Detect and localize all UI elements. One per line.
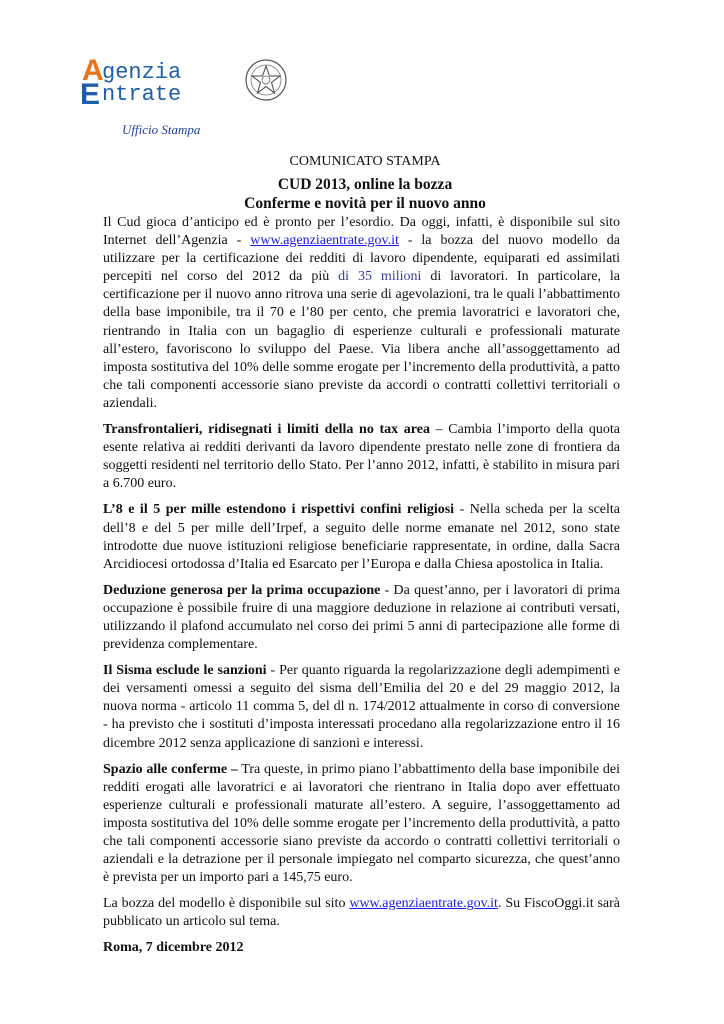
section-conferme xyxy=(103,761,620,888)
agenzia-entrate-logo xyxy=(78,56,288,116)
closing-paragraph xyxy=(103,895,620,931)
section-body: Tra queste, in primo piano l’abbattimento della base imponibile dei redditi erogati alle lavoratrici e ai lavoratori che rientrano in Italia dopo aver effettuato esperienze culturali e professionali maturate all’estero. A seguire, l’assoggettamento ad imposta sostitutiva del 10% delle somme erogate per l’incremento della produttività, a patto che tali componenti accessorie siano previste da accordo o contratti collettivi territoriali o aziendali e la detrazione per il personale impiegato nel comparto sicurezza, che quest’anno è prevista per un importo pari a 145,75 euro. xyxy=(103,761,620,886)
intro-paragraph xyxy=(103,214,620,413)
logo-line-agenzia: genzia xyxy=(102,60,182,85)
section-heading: Transfrontalieri, ridisegnati i limiti della no tax area xyxy=(103,422,430,438)
logo-line-entrate: ntrate xyxy=(102,82,182,107)
intro-text-2: - la bozza del nuovo modello da utilizzare per la certificazione dei redditi di lavoro dipendente, equiparati ed assimilati percepiti nel corso del 2012 da più xyxy=(103,233,620,285)
agency-website-link[interactable]: www.agenziaentrate.gov.it xyxy=(250,233,399,249)
section-sisma xyxy=(103,662,620,752)
section-heading: L’8 e il 5 per mille estendono i rispettivi confini religiosi xyxy=(103,502,455,518)
section-per-mille xyxy=(103,501,620,573)
section-transfrontalieri xyxy=(103,421,620,493)
intro-text-1: Il Cud gioca d’anticipo ed è pronto per l’esordio. Da oggi, infatti, è disponibile sul sito Internet dell’Agenzia - xyxy=(103,215,620,249)
press-release-label: COMUNICATO STAMPA xyxy=(289,154,441,169)
office-label: Ufficio Stampa xyxy=(122,122,201,137)
closing-text-2: . Su FiscoOggi.it sarà pubblicato un articolo sul tema. xyxy=(103,896,620,930)
section-heading: Spazio alle conferme – xyxy=(103,761,238,777)
intro-text-3: di lavoratori. In particolare, la certificazione per il nuovo anno ritrova una serie di agevolazioni, tra le quali l’abbattimento della base imponibile, tra il 70 e l’80 per cento, che premia lavoratrici e lavoratori che, rientrando in Italia con un bagaglio di esperienze culturali e professionali maturate all’estero, favoriscono lo sviluppo del Paese. Via libera anche all’assoggettamento ad imposta sostitutiva del 10% delle somme erogate per l’incremento della produttività, a patto che tali componenti accessorie siano previste da accordi o contratti collettivi territoriali o aziendali. xyxy=(103,269,620,411)
workers-count-highlight: di 35 milioni xyxy=(338,269,422,285)
section-body: - Per quanto riguarda la regolarizzazione degli adempimenti e dei versamenti omessi a seguito del sisma dell’Emilia del 20 e del 29 maggio 2012, la nuova norma - articolo 11 comma 5, del dl n. 174/2012 attualmente in corso di conversione - ha previsto che i sostituti d’imposta interessati procedano alla regolarizzazione entro il 16 dicembre 2012 senza applicazione di sanzioni e interessi. xyxy=(103,663,620,751)
logo-initial-a: A xyxy=(82,54,104,87)
closing-text-1: La bozza del modello è disponibile sul sito xyxy=(103,896,350,912)
section-body: - Nella scheda per la scelta dell’8 e del 5 per mille dell’Irpef, a seguito delle norme emanate nel 2012, sono state introdotte due nuove istituzioni religiose beneficiarie rappresentate, in ordine, dalla Sacra Arcidiocesi ortodossa d’Italia ed Esarcato per l’Europa e dalla Chiesa apostolica in Italia. xyxy=(103,502,620,572)
logo-initial-e: E xyxy=(80,78,101,111)
date-signature: Roma, 7 dicembre 2012 xyxy=(103,940,244,956)
page-subtitle: Conferme e novità per il nuovo anno xyxy=(244,195,486,212)
section-body: - Da quest’anno, per i lavoratori di prima occupazione è possibile fruire di una maggiore deduzione in relazione ai contributi versati, utilizzando il plafond accumulato nel corso dei primi 5 anni di partecipazione alle forme di previdenza complementare. xyxy=(103,582,620,653)
section-heading: Deduzione generosa per la prima occupazione xyxy=(103,582,381,598)
italian-republic-emblem-icon xyxy=(244,58,288,102)
section-body: – Cambia l’importo della quota esente relativa ai redditi derivanti da lavoro dipendente prestato nelle zone di frontiera da soggetti residenti nel territorio dello Stato. Per l’anno 2012, infatti, è stabilito in misura pari a 6.700 euro. xyxy=(103,422,620,492)
section-prima-occupazione xyxy=(103,582,620,654)
section-heading: Il Sisma esclude le sanzioni xyxy=(103,663,267,679)
press-release-body xyxy=(103,214,620,966)
page-title: CUD 2013, online la bozza xyxy=(277,176,453,193)
agency-website-link-closing[interactable]: www.agenziaentrate.gov.it xyxy=(349,896,498,912)
